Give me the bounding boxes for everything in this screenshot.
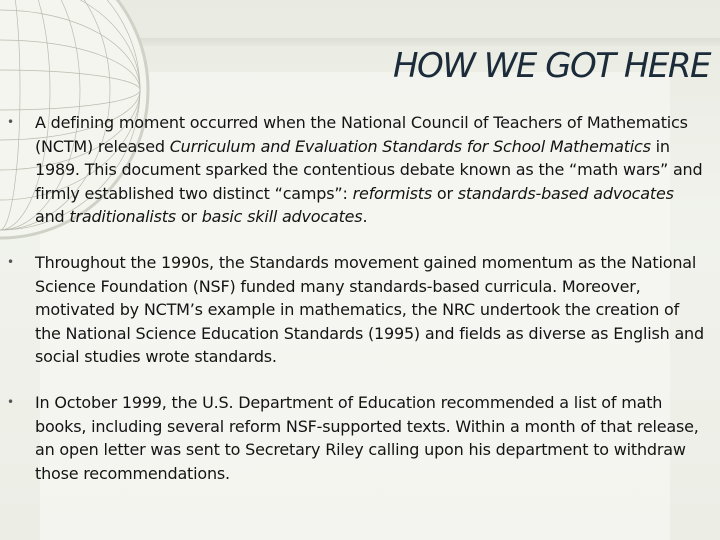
italic-text-segment: traditionalists bbox=[69, 207, 176, 227]
text-segment: . bbox=[362, 207, 368, 227]
bullet-item bbox=[7, 111, 707, 229]
italic-text-segment: standards-based advocates bbox=[457, 183, 674, 203]
bullet-text bbox=[35, 113, 702, 226]
bullet-dot-icon: • bbox=[7, 254, 14, 269]
text-segment: In October 1999, the U.S. Department of Education recommended a list of math books, including several reform NSF-supported texts. Within a month of that release, an open letter was sent to Secretary Riley calling upon his department to withdraw those recommendations. bbox=[35, 392, 699, 483]
text-segment: or bbox=[175, 207, 202, 227]
italic-text-segment: basic skill advocates bbox=[201, 207, 363, 227]
slide-title: HOW WE GOT HERE bbox=[392, 46, 710, 86]
text-segment: and bbox=[35, 207, 70, 227]
bullet-dot-icon: • bbox=[7, 394, 14, 409]
text-segment: A defining moment occurred when the National Council of Teachers of Mathematics (NCTM) released bbox=[35, 113, 688, 156]
text-segment: Throughout the 1990s, the Standards movement gained momentum as the National Science Foundation (NSF) funded many standards-based curricula. Moreover, motivated by NCTM’s example in mathematics, the NRC undertook the creation of the National Science Education Standards (1995) and fields as diverse as English and social studies wrote standards. bbox=[35, 252, 704, 367]
text-segment: or bbox=[431, 183, 458, 203]
bullet-dot-icon: • bbox=[7, 115, 14, 129]
bullet-text bbox=[35, 253, 704, 366]
italic-text-segment: Curriculum and Evaluation Standards for School Mathematics bbox=[169, 136, 651, 156]
bullet-item bbox=[7, 391, 707, 485]
bullet-list bbox=[7, 111, 707, 507]
bullet-item bbox=[7, 251, 707, 369]
text-segment: in 1989. This document sparked the contentious debate known as the “math wars” and firmly established two distinct “camps”: bbox=[35, 136, 703, 203]
bullet-text bbox=[35, 393, 699, 483]
italic-text-segment: reformists bbox=[352, 183, 432, 203]
